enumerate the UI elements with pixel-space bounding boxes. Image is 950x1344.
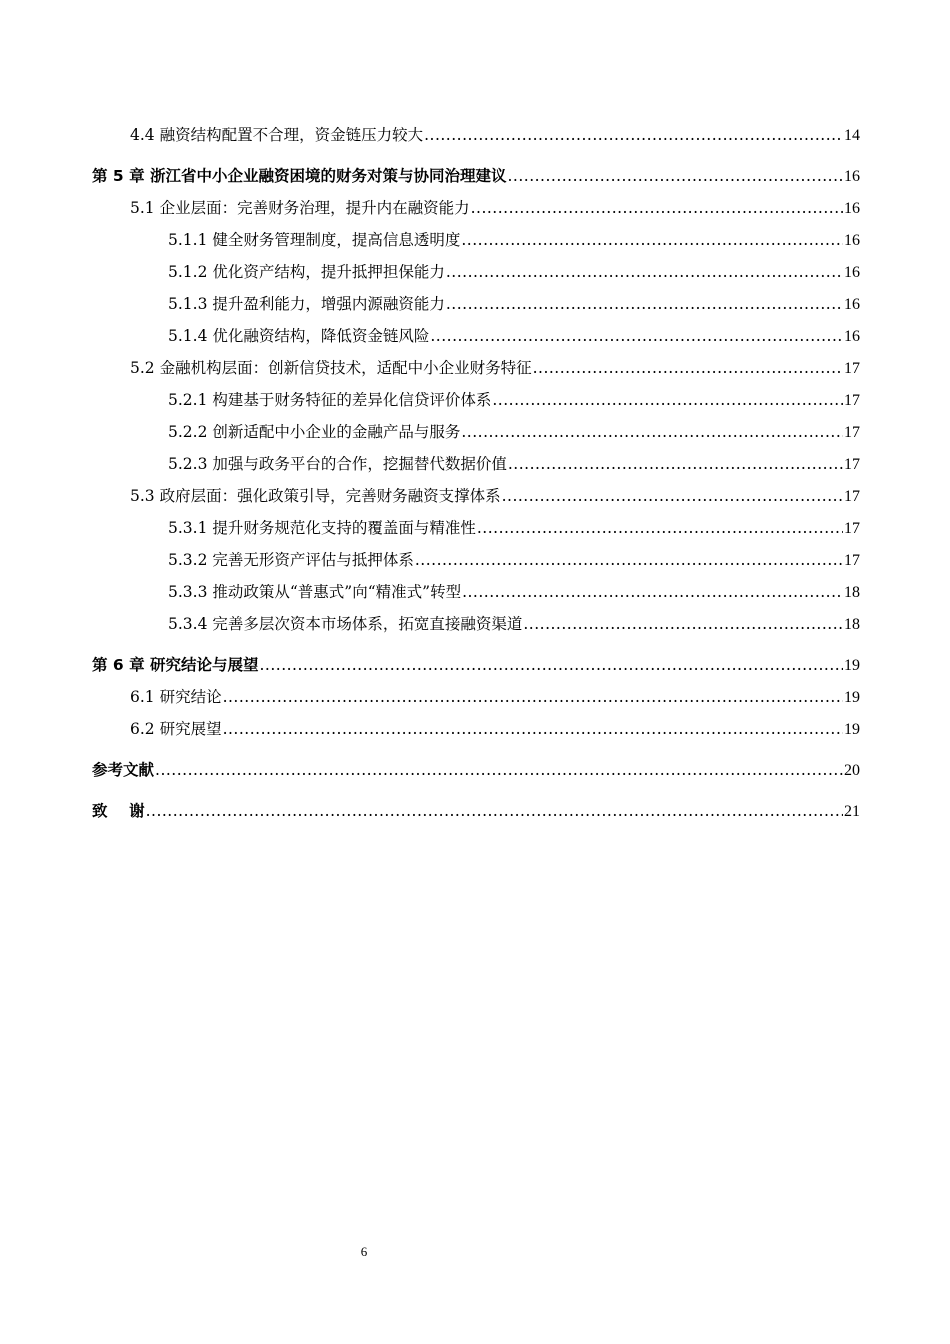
toc-leader-dots xyxy=(477,512,843,544)
toc-entry-title: 致 谢 xyxy=(92,802,145,820)
toc-entry-title: 5.3 政府层面：强化政策引导，完善财务融资支撑体系 xyxy=(130,487,501,505)
toc-leader-dots xyxy=(461,416,843,448)
toc-entry[interactable] xyxy=(92,119,860,151)
toc-references-entry[interactable] xyxy=(92,754,860,786)
toc-entry-title: 5.3.3 推动政策从“普惠式”向“精准式”转型 xyxy=(168,583,462,601)
toc-entry[interactable] xyxy=(92,256,860,288)
toc-entry-title: 5.1 企业层面：完善财务治理，提升内在融资能力 xyxy=(130,199,470,217)
toc-entry-page: 17 xyxy=(844,520,860,537)
toc-entry-title: 5.3.1 提升财务规范化支持的覆盖面与精准性 xyxy=(168,519,476,537)
toc-entry-page: 17 xyxy=(844,360,860,377)
toc-entry-title: 5.2 金融机构层面：创新信贷技术，适配中小企业财务特征 xyxy=(130,359,532,377)
toc-leader-dots xyxy=(155,754,843,786)
toc-leader-dots xyxy=(502,480,843,512)
toc-leader-dots xyxy=(446,288,843,320)
toc-leader-dots xyxy=(424,119,843,151)
toc-entry[interactable] xyxy=(92,448,860,480)
toc-entry[interactable] xyxy=(92,713,860,745)
toc-leader-dots xyxy=(430,320,843,352)
toc-entry[interactable] xyxy=(92,416,860,448)
toc-leader-dots xyxy=(492,384,843,416)
toc-entry-page: 16 xyxy=(844,168,860,185)
toc-entry-page: 16 xyxy=(844,232,860,249)
toc-entry[interactable] xyxy=(92,608,860,640)
toc-leader-dots xyxy=(146,795,843,827)
table-of-contents xyxy=(92,119,860,827)
toc-entry-page: 16 xyxy=(844,264,860,281)
toc-entry-page: 16 xyxy=(844,200,860,217)
toc-chapter-entry[interactable] xyxy=(92,160,860,192)
toc-entry[interactable] xyxy=(92,192,860,224)
toc-entry[interactable] xyxy=(92,480,860,512)
toc-entry-title: 5.2.1 构建基于财务特征的差异化信贷评价体系 xyxy=(168,391,492,409)
toc-entry-page: 19 xyxy=(844,721,860,738)
toc-leader-dots xyxy=(223,713,843,745)
toc-entry-page: 19 xyxy=(844,689,860,706)
toc-entry-title: 6.2 研究展望 xyxy=(130,720,222,738)
toc-entry[interactable] xyxy=(92,224,860,256)
page-number: 6 xyxy=(360,1244,368,1259)
toc-entry[interactable] xyxy=(92,544,860,576)
toc-leader-dots xyxy=(461,224,843,256)
toc-entry-title: 5.3.2 完善无形资产评估与抵押体系 xyxy=(168,551,414,569)
toc-entry-page: 16 xyxy=(844,296,860,313)
toc-leader-dots xyxy=(259,649,843,681)
toc-entry-title: 5.1.4 优化融资结构，降低资金链风险 xyxy=(168,327,430,345)
toc-leader-dots xyxy=(471,192,843,224)
toc-entry-title: 5.2.3 加强与政务平台的合作，挖掘替代数据价值 xyxy=(168,455,507,473)
toc-leader-dots xyxy=(446,256,843,288)
toc-entry-page: 20 xyxy=(844,762,860,779)
toc-entry[interactable] xyxy=(92,681,860,713)
toc-entry-title: 参考文献 xyxy=(92,761,155,779)
toc-entry-page: 21 xyxy=(844,803,860,820)
toc-leader-dots xyxy=(533,352,843,384)
toc-entry[interactable] xyxy=(92,320,860,352)
toc-leader-dots xyxy=(223,681,843,713)
toc-entry-page: 17 xyxy=(844,424,860,441)
toc-entry-title: 5.2.2 创新适配中小企业的金融产品与服务 xyxy=(168,423,461,441)
toc-leader-dots xyxy=(415,544,843,576)
toc-entry-page: 17 xyxy=(844,552,860,569)
toc-leader-dots xyxy=(523,608,843,640)
toc-entry-page: 18 xyxy=(844,584,860,601)
toc-leader-dots xyxy=(508,448,843,480)
toc-entry-page: 17 xyxy=(844,456,860,473)
toc-entry-title: 第 6 章 研究结论与展望 xyxy=(92,656,259,674)
toc-entry[interactable] xyxy=(92,288,860,320)
toc-entry[interactable] xyxy=(92,384,860,416)
toc-entry-page: 17 xyxy=(844,488,860,505)
toc-entry[interactable] xyxy=(92,512,860,544)
toc-acknowledgements-entry[interactable] xyxy=(92,795,860,827)
toc-entry-title: 第 5 章 浙江省中小企业融资困境的财务对策与协同治理建议 xyxy=(92,167,507,185)
toc-entry-title: 5.1.3 提升盈利能力，增强内源融资能力 xyxy=(168,295,445,313)
toc-entry-page: 17 xyxy=(844,392,860,409)
toc-entry-title: 5.1.1 健全财务管理制度，提高信息透明度 xyxy=(168,231,461,249)
toc-chapter-entry[interactable] xyxy=(92,649,860,681)
toc-entry-page: 18 xyxy=(844,616,860,633)
toc-entry[interactable] xyxy=(92,352,860,384)
toc-leader-dots xyxy=(507,160,843,192)
toc-entry-page: 14 xyxy=(844,127,860,144)
toc-entry[interactable] xyxy=(92,576,860,608)
toc-entry-title: 4.4 融资结构配置不合理，资金链压力较大 xyxy=(130,126,424,144)
toc-entry-title: 5.3.4 完善多层次资本市场体系，拓宽直接融资渠道 xyxy=(168,615,523,633)
toc-entry-title: 5.1.2 优化资产结构，提升抵押担保能力 xyxy=(168,263,445,281)
toc-leader-dots xyxy=(462,576,843,608)
toc-entry-title: 6.1 研究结论 xyxy=(130,688,222,706)
toc-entry-page: 19 xyxy=(844,657,860,674)
toc-entry-page: 16 xyxy=(844,328,860,345)
